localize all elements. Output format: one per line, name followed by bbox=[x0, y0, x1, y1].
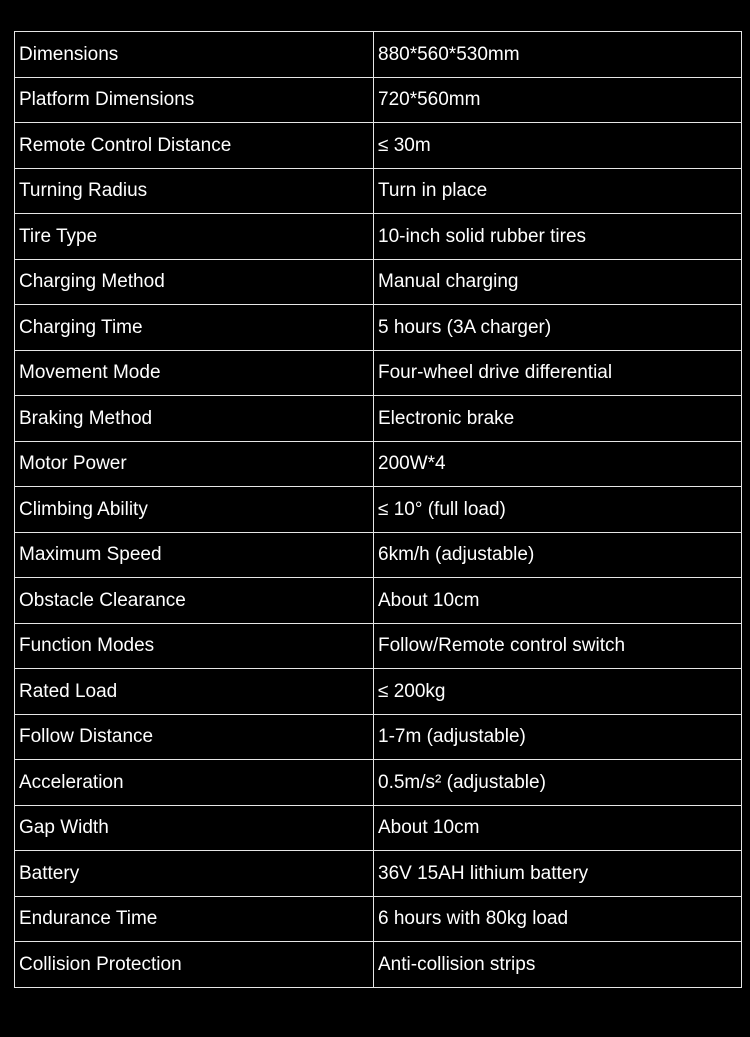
spec-table bbox=[14, 31, 742, 988]
spec-value: 36V 15AH lithium battery bbox=[374, 851, 742, 897]
table-row bbox=[15, 942, 742, 988]
table-row bbox=[15, 532, 742, 578]
spec-value: About 10cm bbox=[374, 805, 742, 851]
table-row bbox=[15, 760, 742, 806]
spec-label: Movement Mode bbox=[15, 350, 374, 396]
table-row bbox=[15, 896, 742, 942]
spec-value: 0.5m/s² (adjustable) bbox=[374, 760, 742, 806]
spec-value: Anti-collision strips bbox=[374, 942, 742, 988]
table-row bbox=[15, 851, 742, 897]
table-row bbox=[15, 669, 742, 715]
spec-value: Four-wheel drive differential bbox=[374, 350, 742, 396]
spec-value: Electronic brake bbox=[374, 396, 742, 442]
spec-value: Manual charging bbox=[374, 259, 742, 305]
table-row bbox=[15, 32, 742, 78]
spec-label: Rated Load bbox=[15, 669, 374, 715]
table-row bbox=[15, 714, 742, 760]
spec-table-body bbox=[15, 32, 742, 988]
table-row bbox=[15, 77, 742, 123]
spec-label: Tire Type bbox=[15, 214, 374, 260]
spec-label: Function Modes bbox=[15, 623, 374, 669]
spec-label: Follow Distance bbox=[15, 714, 374, 760]
spec-label: Charging Method bbox=[15, 259, 374, 305]
table-row bbox=[15, 396, 742, 442]
table-row bbox=[15, 123, 742, 169]
spec-value: 880*560*530mm bbox=[374, 32, 742, 78]
spec-value: 1-7m (adjustable) bbox=[374, 714, 742, 760]
table-row bbox=[15, 578, 742, 624]
spec-value: 5 hours (3A charger) bbox=[374, 305, 742, 351]
spec-label: Acceleration bbox=[15, 760, 374, 806]
spec-value: 720*560mm bbox=[374, 77, 742, 123]
spec-value: About 10cm bbox=[374, 578, 742, 624]
table-row bbox=[15, 168, 742, 214]
spec-label: Braking Method bbox=[15, 396, 374, 442]
spec-value: 6km/h (adjustable) bbox=[374, 532, 742, 578]
table-row bbox=[15, 214, 742, 260]
spec-value: 200W*4 bbox=[374, 441, 742, 487]
spec-label: Motor Power bbox=[15, 441, 374, 487]
spec-value: Follow/Remote control switch bbox=[374, 623, 742, 669]
table-row bbox=[15, 441, 742, 487]
spec-label: Dimensions bbox=[15, 32, 374, 78]
spec-label: Gap Width bbox=[15, 805, 374, 851]
spec-label: Platform Dimensions bbox=[15, 77, 374, 123]
spec-label: Maximum Speed bbox=[15, 532, 374, 578]
spec-value: Turn in place bbox=[374, 168, 742, 214]
spec-value: ≤ 200kg bbox=[374, 669, 742, 715]
table-row bbox=[15, 350, 742, 396]
spec-label: Charging Time bbox=[15, 305, 374, 351]
spec-label: Obstacle Clearance bbox=[15, 578, 374, 624]
spec-label: Remote Control Distance bbox=[15, 123, 374, 169]
spec-label: Climbing Ability bbox=[15, 487, 374, 533]
table-row bbox=[15, 805, 742, 851]
spec-value: 6 hours with 80kg load bbox=[374, 896, 742, 942]
spec-value: ≤ 10° (full load) bbox=[374, 487, 742, 533]
spec-value: ≤ 30m bbox=[374, 123, 742, 169]
table-row bbox=[15, 259, 742, 305]
table-row bbox=[15, 305, 742, 351]
spec-label: Battery bbox=[15, 851, 374, 897]
spec-label: Collision Protection bbox=[15, 942, 374, 988]
spec-label: Endurance Time bbox=[15, 896, 374, 942]
table-row bbox=[15, 487, 742, 533]
table-row bbox=[15, 623, 742, 669]
spec-label: Turning Radius bbox=[15, 168, 374, 214]
spec-value: 10-inch solid rubber tires bbox=[374, 214, 742, 260]
